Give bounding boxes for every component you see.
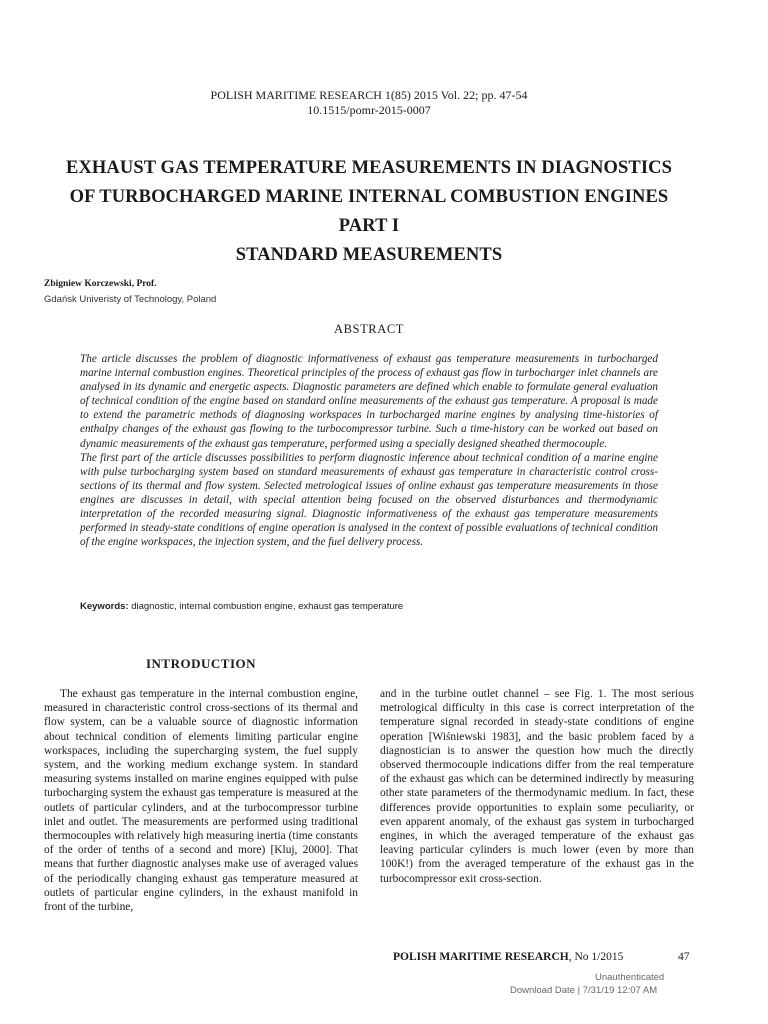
abstract-paragraph-1: The article discusses the problem of diagnostic informativeness of exhaust gas temperature measurements in turbocharged marine internal combustion engines. Theoretical principles of the process of exhaust gas flow in turbocharger inlet channels are analysed in its dynamic and energetic aspects. Diagnostic parameters are defined which enable to formulate general evaluation of technical condition of the engine based on standard online measurements of the exhaust gas temperature. A proposal is made to extend the parametric methods of diagnosing workspaces in turbocharged marine engines by analysing time-histories of enthalpy changes of the exhaust gas flowing to the turbocompressor turbine. Such a time-history can be worked out based on dynamic measurements of the exhaust gas temperature, performed using a specially designed sheathed thermocouple. [80, 353, 658, 450]
abstract-heading: ABSTRACT [333, 322, 405, 336]
introduction-paragraph-right: and in the turbine outlet channel – see Fig. 1. The most serious metrological difficulty in this case is correct interpretation of the temperature signal recorded in steady-state conditions of engine operation [Wiśniewski 1983], and the basic problem faced by a diagnostician is to answer the question how much the directly observed thermocouple indications differ from the real temperature of the exhaust gas which can be determined indirectly by measuring other state parameters of the thermodynamic medium. In fact, these differences provide opportunities to explain some peculiarity, or even apparent anomaly, of the exhaust gas system in turbocharged engines, in which the averaged temperature of the exhaust gas leaving particular cylinders is much lower (even by more than 100K!) from the averaged temperature of the exhaust gas in the turbocompressor exit cross-section. [380, 688, 694, 885]
watermark-unauthenticated: Unauthenticated [595, 972, 665, 983]
watermark-download-date: Download Date | 7/31/19 12:07 AM [510, 985, 658, 996]
journal-citation: POLISH MARITIME RESEARCH 1(85) 2015 Vol. 22; pp. 47-54 [210, 88, 528, 102]
doi: 10.1515/pomr-2015-0007 [307, 103, 431, 117]
article-title [20, 154, 718, 270]
title-line-2: OF TURBOCHARGED MARINE INTERNAL COMBUSTION ENGINES [69, 187, 669, 207]
page-number: 47 [678, 951, 690, 963]
footer-journal: POLISH MARITIME RESEARCH [393, 951, 569, 963]
footer-issue: , No 1/2015 [568, 951, 624, 963]
introduction-heading: INTRODUCTION [145, 656, 256, 671]
title-line-4: STANDARD MEASUREMENTS [235, 245, 503, 265]
abstract-body [80, 352, 658, 549]
page-footer [393, 951, 623, 963]
introduction-paragraph-left: The exhaust gas temperature in the internal combustion engine, measured in characteristic control cross-sections of its thermal and flow system, can be a valuable source of diagnostic information about technical condition of elements limiting particular engine workspaces, including the supercharging system, the fuel supply system, and the working medium exchange system. In standard measuring systems installed on marine engines equipped with pulse turbocharging system the exhaust gas temperature is measured at the outlets of particular cylinders, and at the turbocompressor turbine inlet and outlet. The measurements are performed using traditional thermocouples with relatively high measuring inertia (time constants of the order of tenths of a second and more) [Kluj, 2000]. That means that further diagnostic analyses make use of averaged values of the periodically changing exhaust gas temperature measured at outlets of particular engine cylinders, in the exhaust manifold in front of the turbine, [44, 688, 358, 914]
title-line-1: EXHAUST GAS TEMPERATURE MEASUREMENTS IN DIAGNOSTICS [66, 158, 672, 178]
keywords-label: Keywords: [80, 601, 129, 612]
journal-header [0, 88, 738, 118]
left-column [44, 687, 358, 914]
abstract-paragraph-2: The first part of the article discusses possibilities to perform diagnostic inference about technical condition of a marine engine with pulse turbocharging system based on standard measurements of exhaust gas temperature in characteristic control cross-sections of its thermal and flow system. Selected metrological issues of online exhaust gas temperature measurements in those engines are discusses in detail, with special attention being focused on the observed disturbances and thermodynamic interpretation of the recorded measuring signal. Diagnostic informativeness of the exhaust gas temperature measurements performed in steady-state conditions of engine operation is analysed in the context of possible evaluations of technical condition of the engine workspaces, the injection system, and the fuel delivery process. [80, 451, 658, 549]
title-line-3: PART I [338, 216, 400, 236]
author-name: Zbigniew Korczewski, Prof. [44, 279, 157, 289]
author-affiliation: Gdańsk Univeristy of Technology, Poland [44, 294, 217, 305]
right-column [380, 687, 694, 886]
keywords-text: diagnostic, internal combustion engine, exhaust gas temperature [131, 601, 404, 612]
keywords [80, 601, 403, 612]
